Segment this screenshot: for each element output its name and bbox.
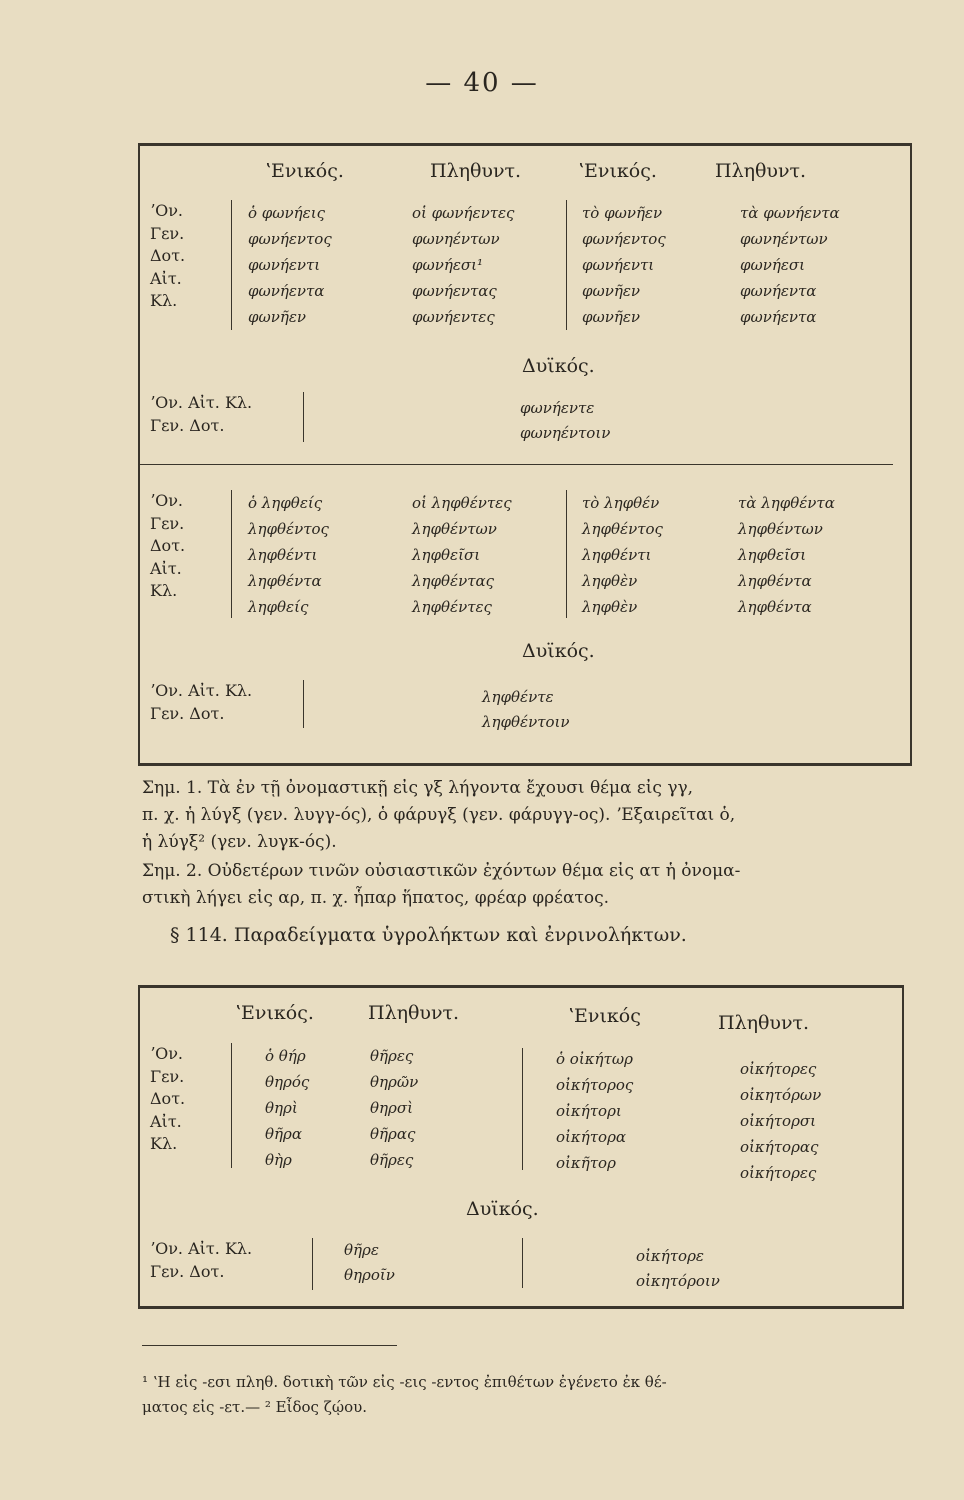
t3-case-labels: ʼΟν. Γεν. Δοτ. Αἰτ. Κλ. — [150, 1044, 186, 1153]
note-2: Σημ. 2. Οὐδετέρων τινῶν οὐσιαστικῶν ἐχόντων θέμα εἰς ατ ἡ ὀνομα- στικὴ λήγει εἰς αρ, π. χ. ἧπαρ ἥπατος, φρέαρ φρέατος. — [142, 861, 741, 908]
t1-col-neut-singular: τὸ φωνῆεν φωνήεντος φωνήεντι φωνῆεν φωνῆεν — [582, 204, 666, 326]
footnotes: ¹ ʽΗ εἰς -εσι πληθ. δοτικὴ τῶν εἰς -εις -εντος ἐπιθέτων ἐγένετο ἐκ θέ- ματος εἰς -ετ.— ² Εἶδος ζῴου. — [142, 1373, 667, 1416]
t2-case-labels: ʼΟν. Γεν. Δοτ. Αἰτ. Κλ. — [150, 491, 186, 600]
t2-dual-forms: ληφθέντε ληφθέντοιν — [482, 688, 570, 731]
note-1: Σημ. 1. Τὰ ἐν τῇ ὀνομαστικῇ εἰς γξ λήγοντα ἔχουσι θέμα εἰς γγ, π. χ. ἡ λύγξ (γεν. λυγγ-ός), ὁ φάρυγξ (γεν. φάρυγγ-ος). ʼΕξαιρεῖται ὁ, ἡ λύγξ² (γεν. λυγκ-ός). — [142, 778, 736, 852]
t3-header-plural-2: Πληθυντ. — [718, 1012, 810, 1034]
t1-case-labels: ʼΟν. Γεν. Δοτ. Αἰτ. Κλ. — [150, 201, 186, 310]
t2-col-masc-plural: οἱ ληφθέντες ληφθέντων ληφθεῖσι ληφθέντας ληφθέντες — [412, 494, 512, 616]
t3-dual-labels: ʼΟν. Αἰτ. Κλ. Γεν. Δοτ. — [150, 1239, 253, 1281]
t1-dual-title: Δυϊκός. — [522, 355, 595, 377]
t1-dual-forms: φωνήεντε φωνηέντοιν — [520, 399, 611, 442]
t3-header-singular-2: ʽΕνικός — [568, 1005, 641, 1027]
t3-header-singular: ʽΕνικός. — [235, 1002, 314, 1024]
t3-col-oiketor-singular: ὁ οἰκήτωρ οἰκήτορος οἰκήτορι οἰκήτορα οἰκῆτορ — [556, 1050, 634, 1172]
t1-col-masc-plural: οἱ φωνήεντες φωνηέντων φωνήεσι¹ φωνήεντας φωνήεντες — [412, 204, 515, 326]
t2-col-neut-singular: τὸ ληφθέν ληφθέντος ληφθέντι ληφθὲν ληφθὲν — [582, 494, 663, 616]
t2-col-neut-plural: τὰ ληφθέντα ληφθέντων ληφθεῖσι ληφθέντα ληφθέντα — [738, 494, 835, 616]
t3-dual-forms-oiketor: οἰκήτορε οἰκητόροιν — [636, 1247, 720, 1290]
t1-header-plural-2: Πληθυντ. — [715, 160, 807, 182]
t3-dual-forms-ther: θῆρε θηροῖν — [344, 1241, 395, 1284]
t1-header-singular: ʽΕνικός. — [265, 160, 344, 182]
t1-col-masc-singular: ὁ φωνήεις φωνήεντος φωνήεντι φωνήεντα φωνῆεν — [248, 204, 332, 326]
t1-header-plural: Πληθυντ. — [430, 160, 522, 182]
t2-col-masc-singular: ὁ ληφθείς ληφθέντος ληφθέντι ληφθέντα ληφθείς — [248, 494, 329, 616]
t3-header-plural: Πληθυντ. — [368, 1002, 460, 1024]
page-number: — 40 — — [425, 68, 539, 98]
section-heading: § 114. Παραδείγματα ὑγρολήκτων καὶ ἐνρινολήκτων. — [170, 924, 687, 946]
t3-dual-title: Δυϊκός. — [466, 1198, 539, 1220]
t3-col-ther-plural: θῆρες θηρῶν θηρσὶ θῆρας θῆρες — [370, 1047, 419, 1169]
t1-col-neut-plural: τὰ φωνήεντα φωνηέντων φωνήεσι φωνήεντα φωνήεντα — [740, 204, 840, 326]
t2-dual-title: Δυϊκός. — [522, 640, 595, 662]
t3-col-oiketor-plural: οἰκήτορες οἰκητόρων οἰκήτορσι οἰκήτορας οἰκήτορες — [740, 1060, 822, 1182]
t3-col-ther-singular: ὁ θήρ θηρός θηρὶ θῆρα θὴρ — [265, 1047, 310, 1169]
t1-dual-labels: ʼΟν. Αἰτ. Κλ. Γεν. Δοτ. — [150, 393, 253, 435]
t2-dual-labels: ʼΟν. Αἰτ. Κλ. Γεν. Δοτ. — [150, 681, 253, 723]
t1-header-singular-2: ʽΕνικός. — [578, 160, 657, 182]
